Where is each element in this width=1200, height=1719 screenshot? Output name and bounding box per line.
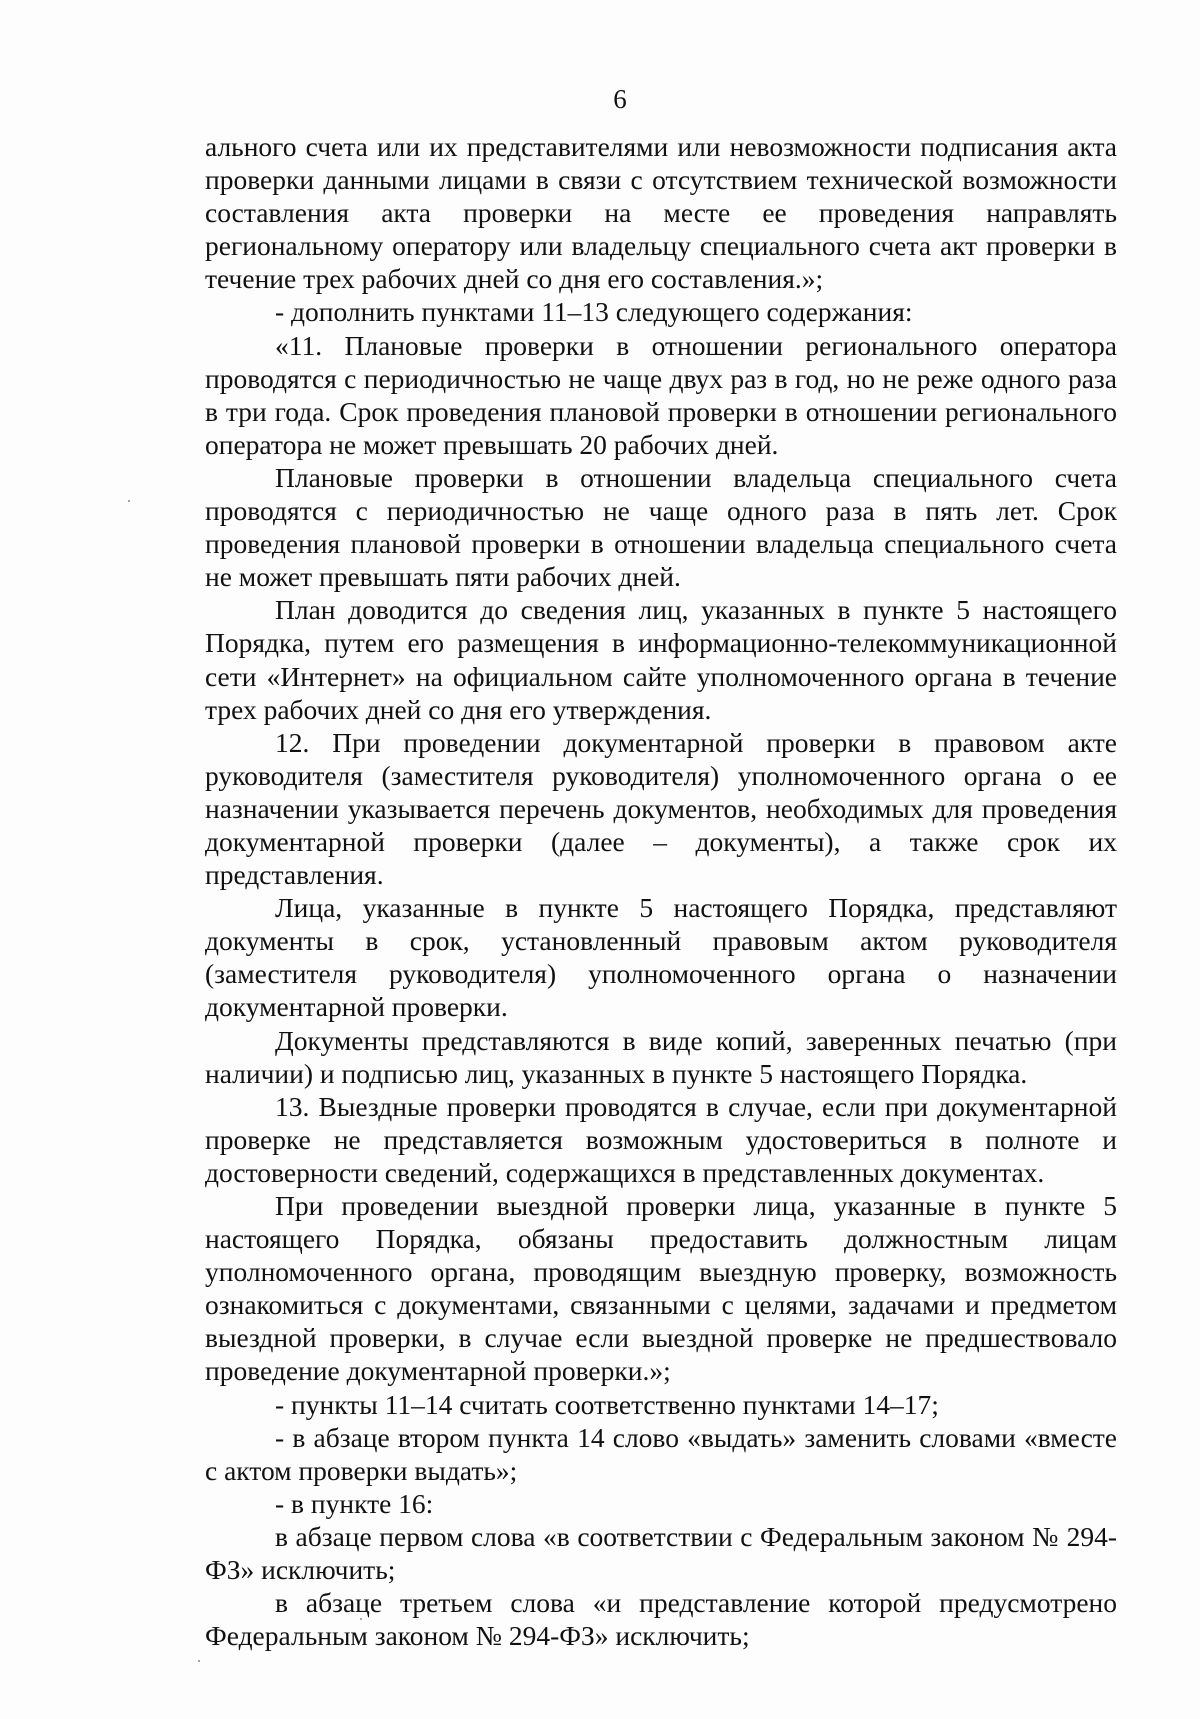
document-body: [205, 130, 1117, 1652]
paragraph: Документы представляются в виде копий, заверенных печатью (при наличии) и подписью лиц, указанных в пункте 5 настоящего Порядка.: [205, 1024, 1117, 1089]
scan-speck: [128, 500, 130, 502]
scan-speck: [198, 1660, 200, 1662]
paragraph: План доводится до сведения лиц, указанных в пункте 5 настоящего Порядка, путем его размещения в информационно-телекоммуникационной сети «Интернет» на официальном сайте уполномоченного органа в течение трех рабочих дней со дня его утверждения.: [205, 594, 1117, 725]
paragraph: - пункты 11–14 считать соответственно пунктами 14–17;: [275, 1388, 939, 1420]
paragraph: 12. При проведении документарной проверки в правовом акте руководителя (заместителя руководителя) уполномоченного органа о ее назначении указывается перечень документов, необходимых для проведения документарной проверки (далее – документы), а также срок их представления.: [205, 726, 1117, 891]
paragraph: - дополнить пунктами 11–13 следующего содержания:: [275, 296, 913, 328]
paragraph: в абзаце третьем слова «и представление которой предусмотрено Федеральным законом № 294-ФЗ» исключить;: [205, 1587, 1117, 1652]
paragraph: в абзаце первом слова «в соответствии с Федеральным законом № 294-ФЗ» исключить;: [205, 1520, 1117, 1586]
paragraph: - в пункте 16:: [275, 1487, 434, 1519]
paragraph: - в абзаце втором пункта 14 слово «выдать» заменить словами «вместе с актом проверки выдать»;: [205, 1421, 1117, 1486]
paragraph: Лица, указанные в пункте 5 настоящего Порядка, представляют документы в срок, установленный правовым актом руководителя (заместителя руководителя) уполномоченного органа о назначении документарной проверки.: [205, 892, 1117, 1023]
paragraph: ального счета или их представителями или невозможности подписания акта проверки данными лицами в связи с отсутствием технической возможности составления акта проверки на месте ее проведения направлять региональному оператору или владельцу специального счета акт проверки в течение трех рабочих дней со дня его составления.»;: [205, 131, 1117, 295]
page-number: 6: [613, 84, 627, 114]
scan-speck: [360, 1618, 362, 1620]
paragraph: Плановые проверки в отношении владельца специального счета проводятся с периодичностью не чаще одного раза в пять лет. Срок проведения плановой проверки в отношении владельца специального счета не может превышать пяти рабочих дней.: [205, 461, 1117, 593]
paragraph: 13. Выездные проверки проводятся в случае, если при документарной проверке не представляется возможным удостовериться в полноте и достоверности сведений, содержащихся в представленных документах.: [205, 1090, 1117, 1188]
paragraph: При проведении выездной проверки лица, указанные в пункте 5 настоящего Порядка, обязаны предоставить должностным лицам уполномоченного органа, проводящим выездную проверку, возможность ознакомиться с документами, связанными с целями, задачами и предметом выездной проверки, в случае если выездной проверке не предшествовало проведение документарной проверки.»;: [205, 1190, 1117, 1387]
paragraph: «11. Плановые проверки в отношении регионального оператора проводятся с периодичностью не чаще двух раз в год, но не реже одного раза в три года. Срок проведения плановой проверки в отношении регионального оператора не может превышать 20 рабочих дней.: [205, 329, 1117, 460]
